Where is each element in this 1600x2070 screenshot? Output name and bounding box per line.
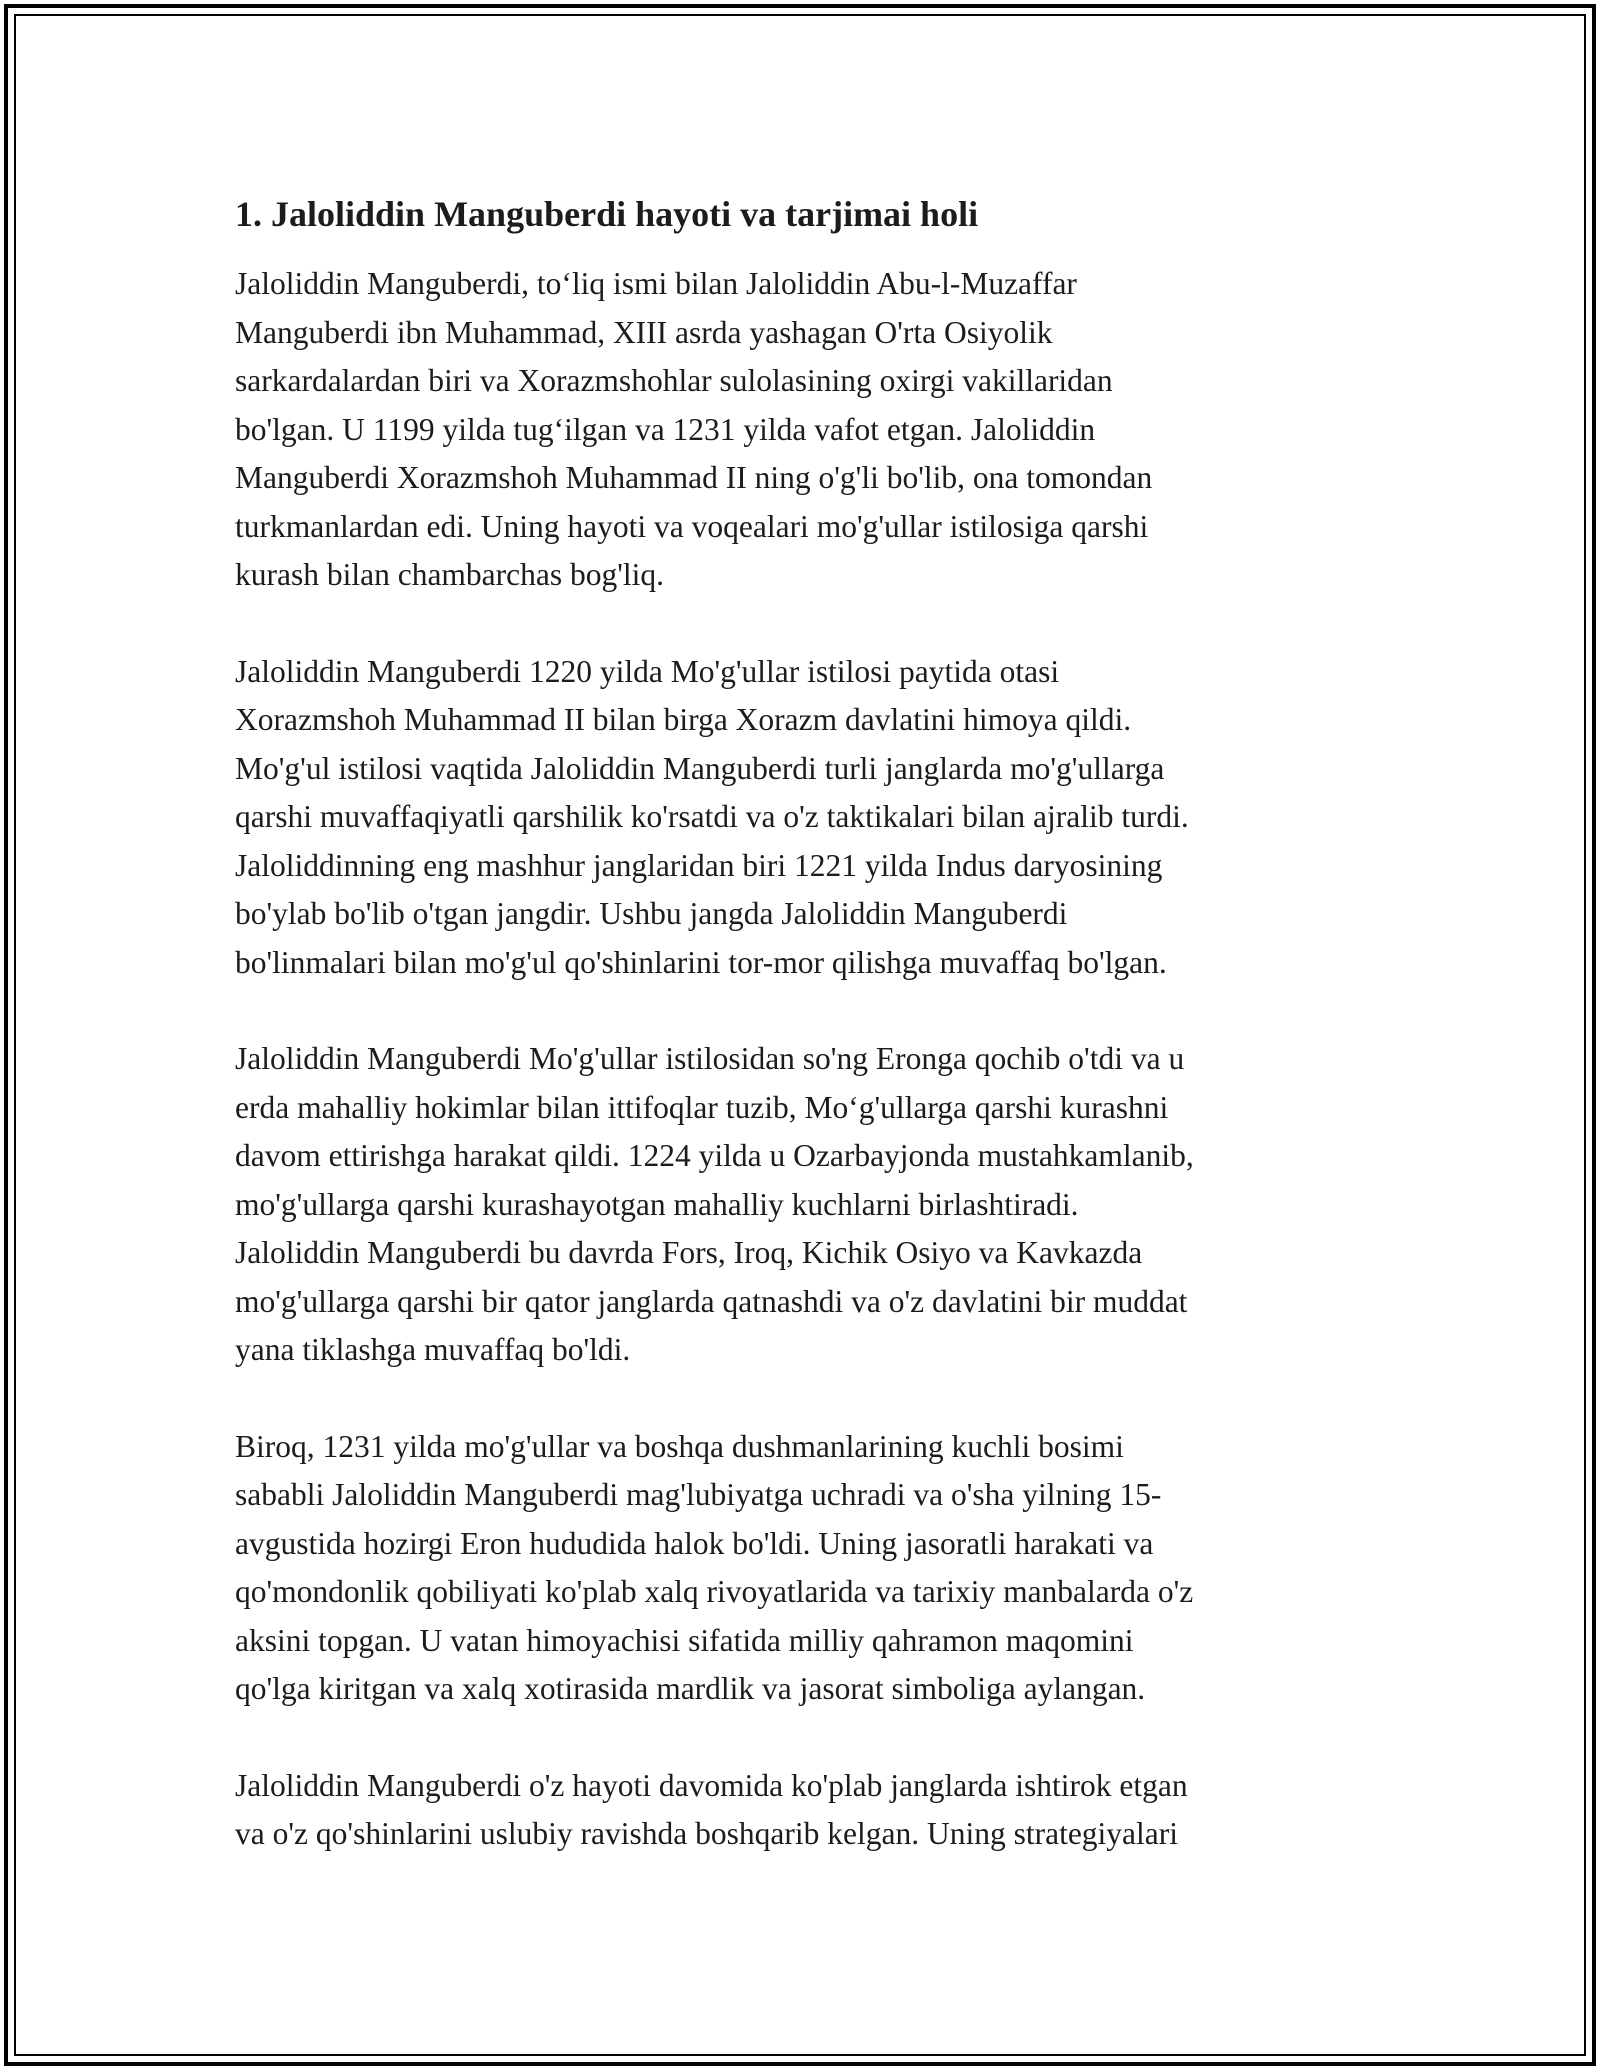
paragraph-1: Jaloliddin Manguberdi, to‘liq ismi bilan Jaloliddin Abu-l-Muzaffar Manguberdi ibn Muhammad, XIII asrda yashagan O'rta Osiyolik sarkardalardan biri va Xorazmshohlar sulolasining oxirgi vakillaridan bo'lgan. U 1199 yilda tug‘ilgan va 1231 yilda vafot etgan. Jaloliddin Manguberdi Xorazmshoh Muhammad II ning o'g'li bo'lib, ona tomondan turkmanlardan edi. Uning hayoti va voqealari mo'g'ullar istilosiga qarshi kurash bilan chambarchas bog'liq. [235,266,1153,592]
paragraph-4: Biroq, 1231 yilda mo'g'ullar va boshqa dushmanlarining kuchli bosimi sababli Jaloliddin Manguberdi mag'lubiyatga uchradi va o'sha yilning 15- avgustida hozirgi Eron hududida halok bo'ldi. Uning jasoratli harakati va qo'mondonlik qobiliyati ko'plab xalq rivoyatlarida va tarixiy manbalarda o'z aksini topgan. U vatan himoyachisi sifatida milliy qahramon maqomini qo'lga kiritgan va xalq xotirasida mardlik va jasorat simboliga aylangan. [235,1428,1194,1706]
paragraph-3: Jaloliddin Manguberdi Mo'g'ullar istilosidan so'ng Eronga qochib o'tdi va u erda mahalliy hokimlar bilan ittifoqlar tuzib, Mo‘g'ullarga qarshi kurashni davom ettirishga harakat qildi. 1224 yilda u Ozarbayjonda mustahkamlanib, mo'g'ullarga qarshi kurashayotgan mahalliy kuchlarni birlashtiradi. Jaloliddin Manguberdi bu davrda Fors, Iroq, Kichik Osiyo va Kavkazda mo'g'ullarga qarshi bir qator janglarda qatnashdi va o'z davlatini bir muddat yana tiklashga muvaffaq bo'ldi. [235,1041,1194,1367]
document-body [235,190,1365,1907]
section-heading: 1. Jaloliddin Manguberdi hayoti va tarjimai holi [235,194,979,234]
paragraph-5: Jaloliddin Manguberdi o'z hayoti davomida ko'plab janglarda ishtirok etgan va o'z qo'shinlarini uslubiy ravishda boshqarib kelgan. Uning strategiyalari [235,1767,1188,1851]
paragraph-2: Jaloliddin Manguberdi 1220 yilda Mo'g'ullar istilosi paytida otasi Xorazmshoh Muhammad II bilan birga Xorazm davlatini himoya qildi. Mo'g'ul istilosi vaqtida Jaloliddin Manguberdi turli janglarda mo'g'ullarga qarshi muvaffaqiyatli qarshilik ko'rsatdi va o'z taktikalari bilan ajralib turdi. Jaloliddinning eng mashhur janglaridan biri 1221 yilda Indus daryosining bo'ylab bo'lib o'tgan jangdir. Ushbu jangda Jaloliddin Manguberdi bo'linmalari bilan mo'g'ul qo'shinlarini tor-mor qilishga muvaffaq bo'lgan. [235,653,1189,980]
